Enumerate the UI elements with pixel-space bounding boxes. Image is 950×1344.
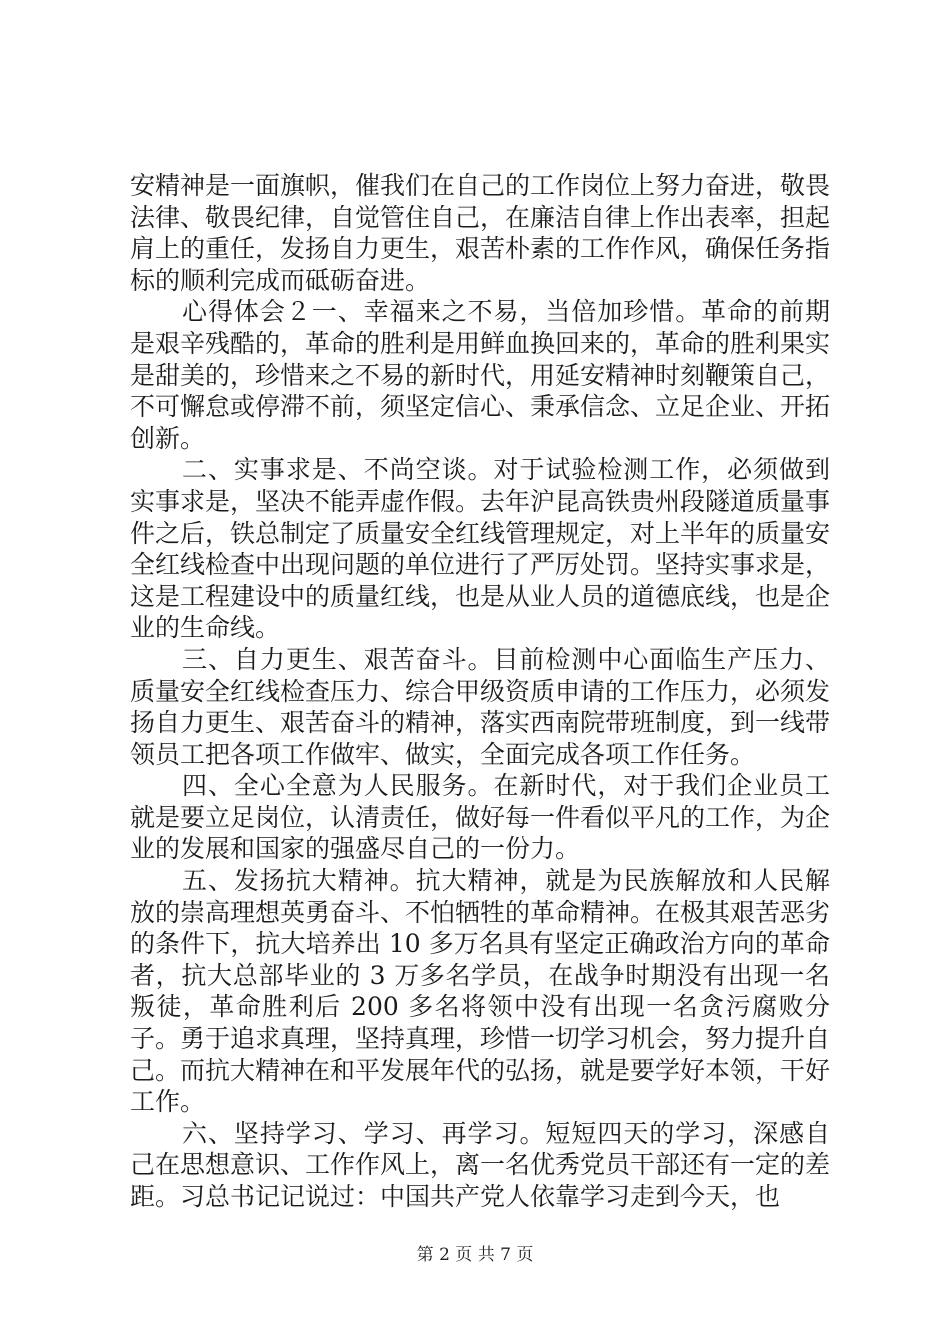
paragraph-3: 二、实事求是、不尚空谈。对于试验检测工作，必须做到实事求是，坚决不能弄虚作假。去年沪昆高铁贵州段隧道质量事件之后，铁总制定了质量安全红线管理规定，对上半年的质量安全红线检查中出现问题的单位进行了严厉处罚。坚持实事求是，这是工程建设中的质量红线，也是从业人员的道德底线，也是企业的生命线。 (130, 455, 831, 643)
paragraph-1: 安精神是一面旗帜，催我们在自己的工作岗位上努力奋进，敬畏法律、敬畏纪律，自觉管住自己，在廉洁自律上作出表率，担起肩上的重任，发扬自力更生，艰苦朴素的工作作风，确保任务指标的顺利完成而砥砺奋进。 (130, 171, 831, 295)
page-number-footer: 第 2 页 共 7 页 (416, 1245, 534, 1265)
paragraph-2: 心得体会２一、幸福来之不易，当倍加珍惜。革命的前期是艰辛残酷的，革命的胜利是用鲜血换回来的，革命的胜利果实是甜美的，珍惜来之不易的新时代，用延安精神时刻鞭策自己，不可懈怠或停滞不前，须坚定信心、秉承信念、立足企业、开拓创新。 (130, 297, 831, 453)
paragraph-4: 三、自力更生、艰苦奋斗。目前检测中心面临生产压力、质量安全红线检查压力、综合甲级资质申请的工作压力，必须发扬自力更生、艰苦奋斗的精神，落实西南院带班制度，到一线带领员工把各项工作做牢、做实，全面完成各项工作任务。 (130, 644, 831, 769)
paragraph-5: 四、全心全意为人民服务。在新时代，对于我们企业员工就是要立足岗位，认清责任，做好每一件看似平凡的工作，为企业的发展和国家的强盛尽自己的一份力。 (130, 771, 831, 864)
document-body (130, 170, 830, 1213)
paragraph-7: 六、坚持学习、学习、再学习。短短四天的学习，深感自己在思想意识、工作作风上，离一名优秀党员干部还有一定的差距。习总书记记说过：中国共产党人依靠学习走到今天，也 (130, 1118, 831, 1211)
paragraph-6: 五、发扬抗大精神。抗大精神，就是为民族解放和人民解放的崇高理想英勇奋斗、不怕牺牲的革命精神。在极其艰苦恶劣的条件下，抗大培养出 10 多万名具有坚定正确政治方向的革命者，抗大总部毕业的 3 万多名学员，在战争时期没有出现一名叛徒，革命胜利后 200 多名将领中没有出现一名贪污腐败分子。勇于追求真理，坚持真理，珍惜一切学习机会，努力提升自己。而抗大精神在和平发展年代的弘扬，就是要学好本领，干好工作。 (130, 866, 831, 1117)
